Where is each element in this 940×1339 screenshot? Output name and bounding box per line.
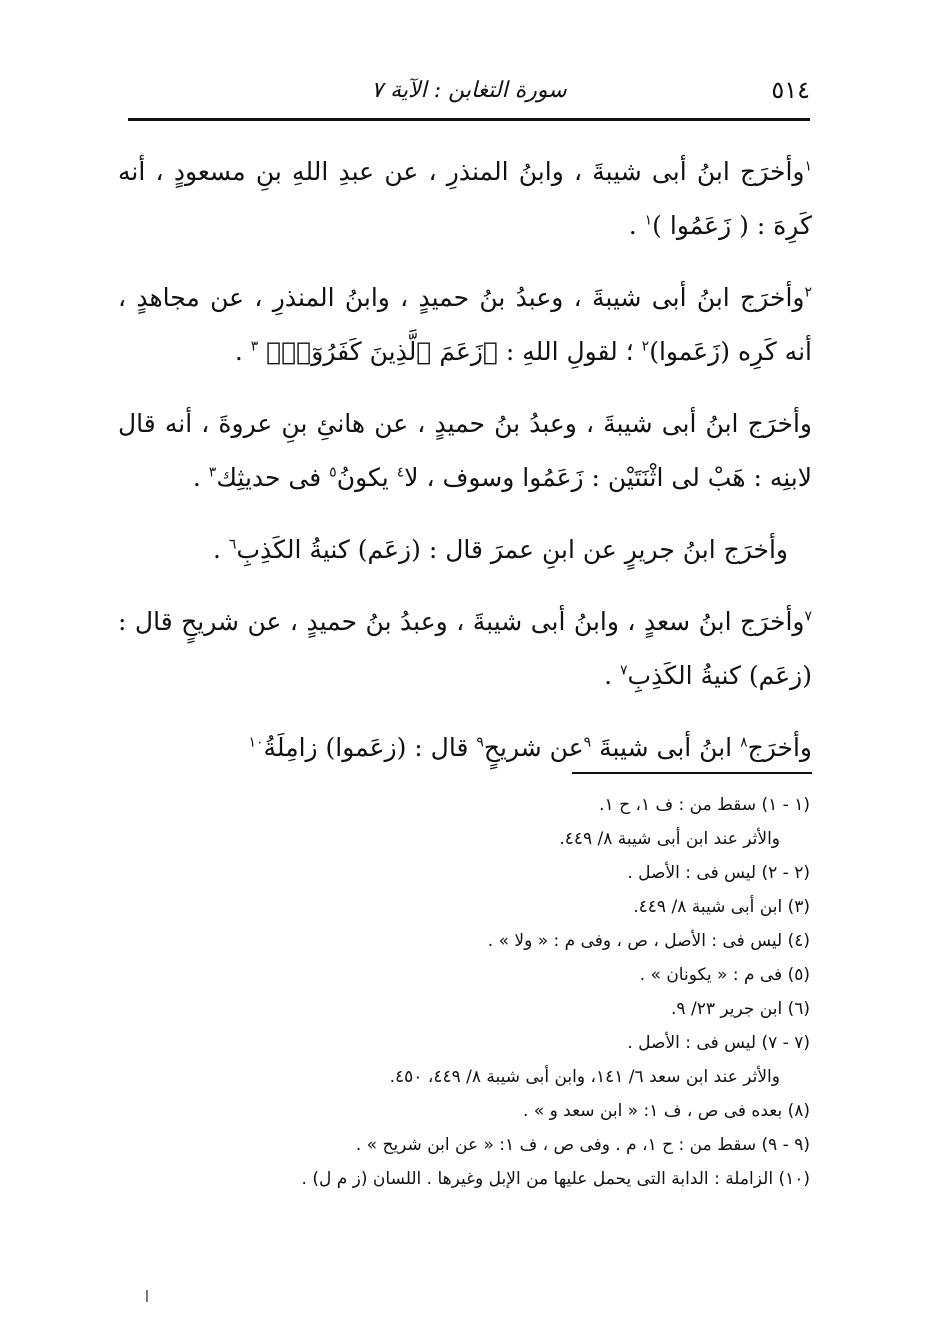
footnote-ref: ١٠ <box>248 734 264 751</box>
body-paragraph <box>118 595 812 703</box>
footnote: (٧ - ٧) ليس فى : الأصل . <box>627 1033 810 1053</box>
footnote: (٢ - ٢) ليس فى : الأصل . <box>627 863 810 883</box>
paragraph-text: وأخرَج ابنُ أبى شيبةَ ، وعبدُ بنُ حميدٍ ، عن هانئِ بنِ عروةَ ، أنه قال لابنِه : هَبْ لى اثْنَتَيْن : زَعَمُوا وسوف ، لا <box>118 409 812 492</box>
footnote-ref: ٧ <box>620 662 628 679</box>
footnote: (٦) ابن جرير ٢٣/ ٩. <box>671 999 810 1019</box>
footnote-ref: ٢ <box>641 338 650 355</box>
footnote-ref: ١ <box>804 158 812 175</box>
body-paragraph <box>118 271 812 379</box>
footnote-ref: ٦ <box>228 536 237 553</box>
paragraph-text-end: . <box>192 463 209 492</box>
page-number: ٥١٤ <box>771 76 810 104</box>
paragraph-text-mid: ؛ لقولِ اللهِ : ﴿زَعَمَ ٱلَّذِينَ كَفَرُوٓا۟﴾ <box>258 337 642 366</box>
footnote: والأثر عند ابن سعد ٦/ ١٤١، وابن أبى شيبة ٨/ ٤٤٩، ٤٥٠. <box>389 1067 780 1087</box>
paragraph-text-mid: قال : (زعَموا) زامِلَةُ <box>263 733 477 762</box>
paragraph-text: وأخرَج ابنُ أبى شيبةَ ، وابنُ المنذرِ ، عن عبدِ اللهِ بنِ مسعودٍ ، أنه كَرِهَ : ( زَعَمُوا ) <box>118 157 812 240</box>
paragraph-text-end: . <box>628 211 645 240</box>
footnote: (٥) فى م : « يكونان » . <box>639 965 810 985</box>
footnotes <box>150 788 810 1196</box>
paragraph-text-end: . <box>604 661 621 690</box>
footnote-ref: ١ <box>644 212 653 229</box>
footnote: والأثر عند ابن أبى شيبة ٨/ ٤٤٩. <box>559 829 780 849</box>
paragraph-text: وأخرَج ابنُ جريرٍ عن ابنِ عمرَ قال : (زعَم) كنيةُ الكَذِبِ <box>236 535 788 564</box>
paragraph-text-end: . <box>213 535 229 564</box>
paragraph-text-mid: فى حديثِك <box>216 463 330 492</box>
paragraph-text: وأخرَج <box>747 733 812 762</box>
footnote: (١٠) الزاملة : الدابة التى يحمل عليها من الإبل وغيرها . اللسان (ز م ل) . <box>301 1169 810 1189</box>
footnote-ref: ٩ <box>476 734 484 751</box>
main-text <box>118 145 812 793</box>
scan-mark <box>146 1290 148 1302</box>
paragraph-text-mid: عن شريحٍ <box>483 733 584 762</box>
footnote-ref: ٢ <box>804 284 812 301</box>
running-title: سورة التغابن : الآية ٧ <box>371 78 567 103</box>
paragraph-text: وأخرَج ابنُ أبى شيبةَ ، وعبدُ بنُ حميدٍ ، وابنُ المنذرِ ، عن مجاهدٍ ، أنه كَرِه (زَعَموا) <box>118 283 812 366</box>
body-paragraph <box>118 721 812 775</box>
footnote: (١ - ١) سقط من : ف ١، ح ١. <box>599 795 810 815</box>
footnote-ref: ٨ <box>740 734 748 751</box>
footnote: (٣) ابن أبى شيبة ٨/ ٤٤٩. <box>633 897 810 917</box>
body-paragraph <box>118 145 812 253</box>
paragraph-text-mid: ابنُ أبى شيبةَ <box>591 733 741 762</box>
footnote: (٨) بعده فى ص ، ف ١: « ابن سعد و » . <box>522 1101 810 1121</box>
page-header <box>128 62 810 122</box>
paragraph-text-end: . <box>234 337 251 366</box>
footnote-ref: ٣ <box>208 464 217 481</box>
header-rule <box>128 118 810 121</box>
body-paragraph <box>118 523 812 577</box>
footnote-ref: ٤ <box>396 464 405 481</box>
paragraph-text: وأخرَج ابنُ سعدٍ ، وابنُ أبى شيبةَ ، وعبدُ بنُ حميدٍ ، عن شريحٍ قال : (زعَم) كنيةُ الكَذِبِ <box>118 607 812 690</box>
footnote: (٤) ليس فى : الأصل ، ص ، وفى م : « ولا » . <box>487 931 810 951</box>
footnote: (٩ - ٩) سقط من : ح ١، م . وفى ص ، ف ١: « عن ابن شريح » . <box>355 1135 810 1155</box>
footnote-ref: ٥ <box>329 464 337 481</box>
paragraph-text-mid: يكونُ <box>336 463 397 492</box>
footnote-rule <box>572 772 812 774</box>
footnote-ref: ٩ <box>583 734 592 751</box>
footnote-ref: ٣ <box>250 338 259 355</box>
footnote-ref: ٧ <box>804 608 812 625</box>
body-paragraph <box>118 397 812 505</box>
